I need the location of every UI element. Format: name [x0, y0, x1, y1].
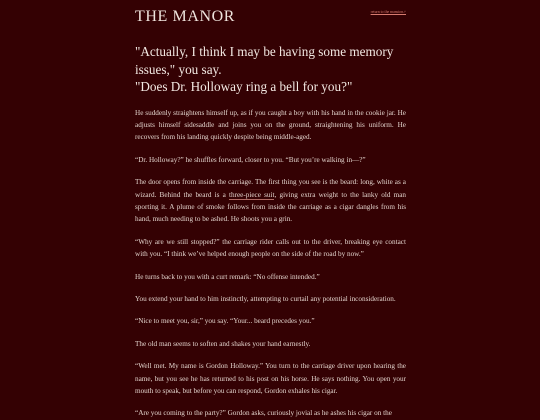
story-paragraph: “Are you coming to the party?” Gordon asks, curiously jovial as he ashes his cigar on the [135, 409, 392, 418]
story-paragraph: “Nice to meet you, sir,” you say. “Your... beard precedes you.” [135, 317, 315, 326]
story-paragraph: “Well met. My name is Gordon Holloway.” You turn to the carriage driver upon hearing the name, but you see he has returned to his post on his horse. He says nothing. You open your mouth to speak, but before you can respond, Gordon exhales his cigar. [135, 362, 406, 395]
story-paragraph: You extend your hand to him instinctly, attempting to curtail any potential inconsideration. [135, 294, 396, 303]
story-paragraph: The old man seems to soften and shakes your hand earnestly. [135, 339, 311, 348]
story-page [135, 0, 406, 418]
story-paragraph: He suddenly straightens himself up, as if you caught a boy with his hand in the cookie jar. He adjusts himself sidesaddle and joins you on the ground, straightening his uniform. He recovers from his landing quickly despite being middle-aged. [135, 108, 406, 142]
chosen-dialogue-heading [135, 43, 406, 96]
story-paragraph: “Dr. Holloway?” he shuffles forward, closer to you. “But you’re walking in—?” [135, 155, 366, 164]
chosen-dialogue-line-2: "Does Dr. Holloway ring a bell for you?" [135, 79, 353, 94]
return-link-label[interactable]: return to the mansion [370, 10, 403, 14]
story-paragraph: “Why are we still stopped?” the carriage rider calls out to the driver, breaking eye contact with you. “I think we’ve helped enough people on the side of the road by now.” [135, 237, 406, 259]
story-paragraph [135, 176, 406, 226]
story-text [135, 107, 406, 420]
external-link-icon: ↗ [402, 10, 406, 14]
three-piece-suit-link[interactable]: three-piece suit [228, 190, 275, 199]
chosen-dialogue-line-1: "Actually, I think I may be having some memory issues," you say. [135, 44, 394, 77]
story-text-span: , giving extra weight to the lanky old man sporting it. A plume of smoke follows from inside the carriage as a cigar dangles from his hand, much needing to be ashed. He shoots you a grin. [135, 190, 406, 224]
story-paragraph: He turns back to you with a curt remark: “No offense intended.” [135, 272, 320, 281]
return-to-mansion-link[interactable] [371, 10, 406, 14]
page-title: THE MANOR [135, 8, 236, 25]
header [135, 6, 406, 34]
story-text-span: The door opens from inside the carriage. The first thing you see is the beard: long, white as a wizard. Behind the beard is a [135, 178, 406, 199]
